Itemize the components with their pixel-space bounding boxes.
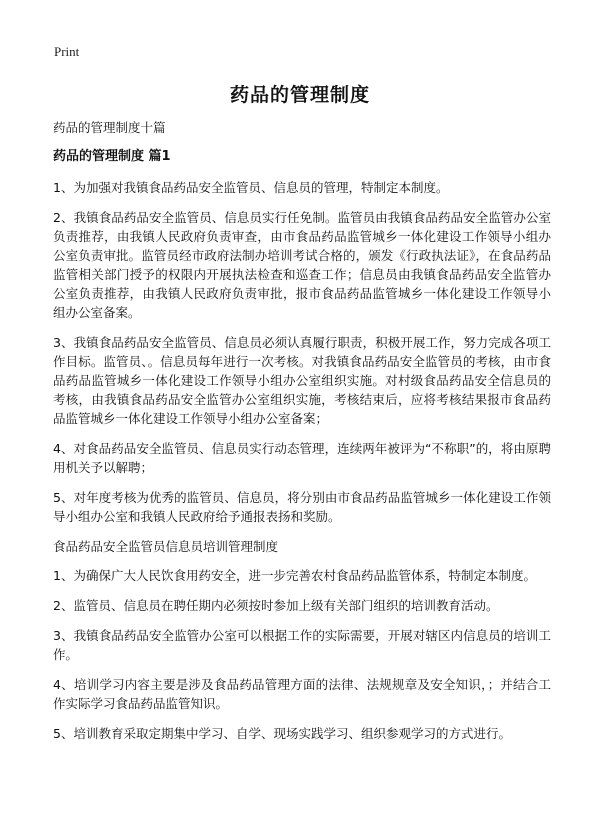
document-body	[53, 118, 551, 754]
print-label: Print	[54, 44, 80, 59]
paragraph: 5、对年度考核为优秀的监管员、信息员，将分别由市食品药品监管城乡一体化建设工作领导小组办公室和我镇人民政府给予通报表扬和奖励。	[53, 490, 551, 524]
paragraph: 2、监管员、信息员在聘任期内必须按时参加上级有关部门组织的培训教育活动。	[53, 598, 499, 613]
paragraph: 4、对食品药品安全监管员、信息员实行动态管理，连续两年被评为“不称职”的，将由原聘用机关予以解聘；	[53, 441, 551, 475]
section-heading-1: 药品的管理制度 篇1	[53, 149, 171, 164]
document-title: 药品的管理制度	[229, 84, 370, 106]
paragraph: 1、为加强对我镇食品药品安全监管员、信息员的管理，特制定本制度。	[53, 180, 449, 195]
paragraph: 3、我镇食品药品安全监管办公室可以根据工作的实际需要，开展对辖区内信息员的培训工作。	[53, 628, 551, 662]
paragraph: 5、培训教育采取定期集中学习、自学、现场实践学习、组织参观学习的方式进行。	[53, 726, 511, 741]
paragraph: 4、培训学习内容主要是涉及食品药品管理方面的法律、法规规章及安全知识，；并结合工作实际学习食品药品监管知识。	[53, 677, 551, 711]
paragraph: 2、我镇食品药品安全监管员、信息员实行任免制。监管员由我镇食品药品安全监管办公室负责推荐，由我镇人民政府负责审查，由市食品药品监管城乡一体化建设工作领导小组办公室负责审批。监管员经市政府法制办培训考试合格的，颁发《行政执法证》，在食品药品监管相关部门授予的权限内开展执法检查和巡查工作；信息员由我镇食品药品安全监管办公室负责推荐，由我镇人民政府负责审批，报市食品药品监管城乡一体化建设工作领导小组办公室备案。	[53, 210, 551, 320]
document-subtitle: 药品的管理制度十篇	[53, 120, 166, 135]
paragraph: 3、我镇食品药品安全监管员、信息员必须认真履行职责，积极开展工作，努力完成各项工作目标。监管员、。信息员每年进行一次考核。对我镇食品药品安全监管员的考核，由市食品药品监管城乡一体化建设工作领导小组办公室组织实施。对村级食品药品安全信息员的考核，由我镇食品药品安全监管办公室组织实施，考核结束后，应将考核结果报市食品药品监管城乡一体化建设工作领导小组办公室备案；	[53, 335, 551, 426]
section-heading-2: 食品药品安全监管员信息员培训管理制度	[53, 539, 279, 554]
paragraph: 1、为确保广大人民饮食用药安全，进一步完善农村食品药品监管体系，特制定本制度。	[53, 568, 536, 583]
